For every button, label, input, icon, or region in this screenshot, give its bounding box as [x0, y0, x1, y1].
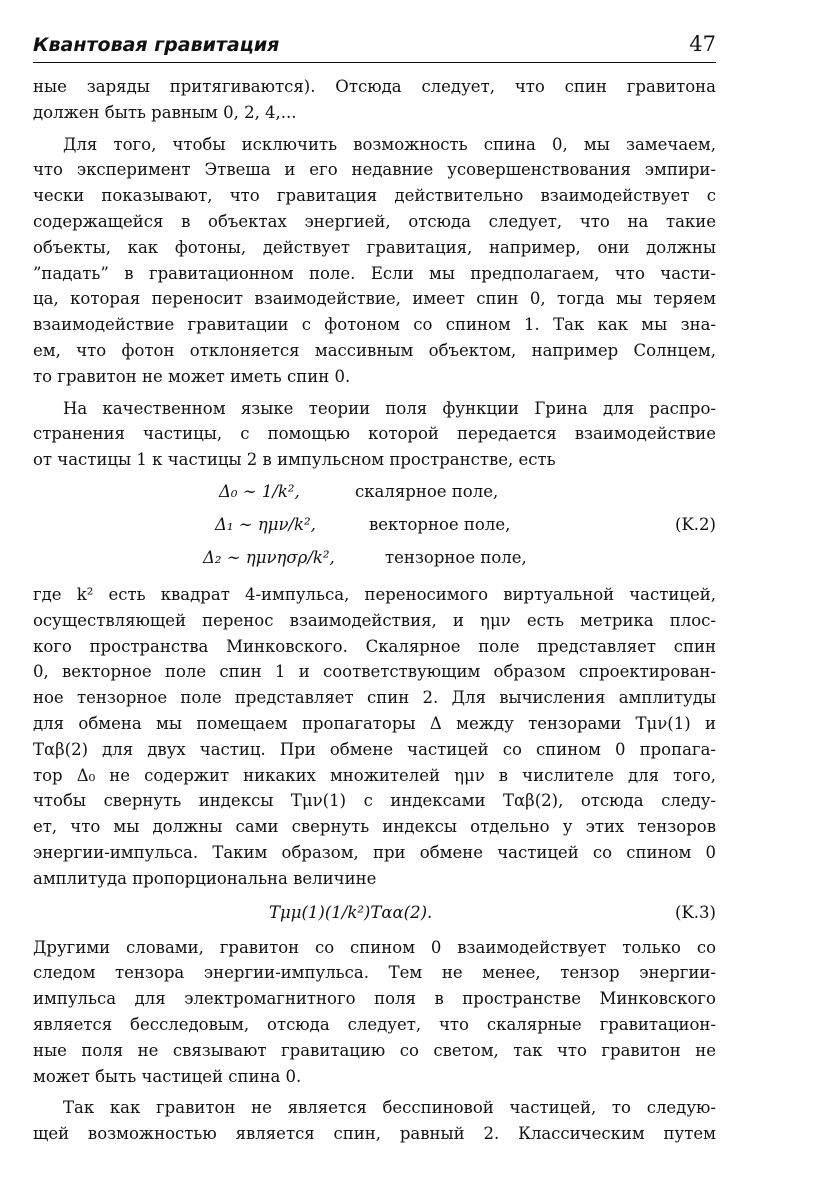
text-line: энергии-импульса. Таким образом, при обмене частицей со спином 0 [33, 842, 716, 862]
text-line: содержащейся в объектах энергией, отсюда следует, что на такие [33, 211, 716, 231]
equation-row [33, 479, 716, 512]
text-line: Для того, чтобы исключить возможность спина 0, мы замечаем, [63, 134, 716, 154]
paragraph-1 [33, 74, 716, 126]
equation-row [33, 512, 716, 545]
text-line: ца, которая переносит взаимодействие, имеет спин 0, тогда мы теряем [33, 289, 716, 309]
paragraph-2 [33, 132, 716, 390]
equation-description: тензорное поле, [385, 547, 527, 567]
equation-label: (K.2) [675, 514, 716, 534]
text-line: что эксперимент Этвеша и его недавние усовершенствования эмпири- [33, 160, 716, 180]
text-line: объекты, как фотоны, действует гравитация, например, они должны [33, 237, 716, 257]
equation-math: Tμμ(1)(1/k²)Tαα(2). [269, 902, 433, 922]
paragraph-4 [33, 582, 716, 892]
text-line: импульса для электромагнитного поля в пространстве Минковского [33, 989, 716, 1009]
text-line: осуществляющей перенос взаимодействия, и ημν есть метрика плос- [33, 610, 716, 630]
text-line: от частицы 1 к частицы 2 в импульсном пространстве, есть [33, 450, 556, 470]
text-line: где k² есть квадрат 4-импульса, переносимого виртуальной частицей, [33, 584, 716, 604]
text-line: должен быть равным 0, 2, 4,... [33, 102, 297, 122]
page-body [33, 74, 716, 1147]
text-line: Tαβ(2) для двух частиц. При обмене частицей со спином 0 пропага- [33, 739, 716, 759]
page-header [33, 30, 716, 63]
equation-k3 [33, 900, 716, 933]
text-line: На качественном языке теории поля функции Грина для распро- [63, 398, 716, 418]
text-line: Другими словами, гравитон со спином 0 взаимодействует только со [33, 937, 716, 957]
equation-math: Δ₂ ∼ ημνησρ/k², [203, 547, 335, 567]
text-line: ет, что мы должны сами свернуть индексы отдельно у этих тензоров [33, 817, 716, 837]
text-line: странения частицы, с помощью которой передается взаимодействие [33, 424, 716, 444]
equation-description: скалярное поле, [355, 481, 499, 501]
text-line: чески показывают, что гравитация действительно взаимодействует с [33, 186, 716, 206]
text-line: для обмена мы помещаем пропагаторы Δ между тензорами Tμν(1) и [33, 713, 716, 733]
equation-row [33, 900, 716, 933]
text-line: ”падать” в гравитационном поле. Если мы предполагаем, что части- [33, 263, 716, 283]
text-line: может быть частицей спина 0. [33, 1066, 302, 1086]
equation-math: Δ₁ ∼ ημν/k², [215, 514, 316, 534]
paragraph-5 [33, 935, 716, 1090]
text-line: амплитуда пропорциональна величине [33, 868, 377, 888]
text-line: ем, что фотон отклоняется массивным объектом, например Солнцем, [33, 340, 716, 360]
paragraph-3 [33, 396, 716, 473]
text-line: то гравитон не может иметь спин 0. [33, 366, 351, 386]
equation-label: (K.3) [675, 902, 716, 922]
text-line: следом тензора энергии-импульса. Тем не менее, тензор энергии- [33, 963, 716, 983]
running-head: Квантовая гравитация [33, 34, 280, 56]
text-line: является бесследовым, отсюда следует, что скалярные гравитацион- [33, 1014, 716, 1034]
text-line: кого пространства Минковского. Скалярное поле представляет спин [33, 636, 716, 656]
page-number: 47 [689, 32, 716, 56]
paragraph-6 [33, 1095, 716, 1147]
text-line: ные поля не связывают гравитацию со светом, так что гравитон не [33, 1040, 716, 1060]
equation-row [33, 545, 716, 578]
equation-k2 [33, 479, 716, 578]
text-line: чтобы свернуть индексы Tμν(1) с индексами Tαβ(2), отсюда следу- [33, 791, 716, 811]
text-line: ное тензорное поле представляет спин 2. Для вычисления амплитуды [33, 688, 716, 708]
text-line: ные заряды притягиваются). Отсюда следует, что спин гравитона [33, 77, 716, 96]
text-line: щей возможностью является спин, равный 2. Классическим путем [33, 1124, 716, 1144]
text-line: Так как гравитон не является бесспиновой частицей, то следую- [63, 1098, 716, 1118]
text-line: 0, векторное поле спин 1 и соответствующим образом спроектирован- [33, 662, 716, 682]
equation-math: Δ₀ ∼ 1/k², [219, 481, 300, 501]
text-line: тор Δ₀ не содержит никаких множителей ημν в числителе для того, [33, 765, 716, 785]
text-line: взаимодействие гравитации с фотоном со спином 1. Так как мы зна- [33, 315, 716, 335]
equation-description: векторное поле, [369, 514, 511, 534]
